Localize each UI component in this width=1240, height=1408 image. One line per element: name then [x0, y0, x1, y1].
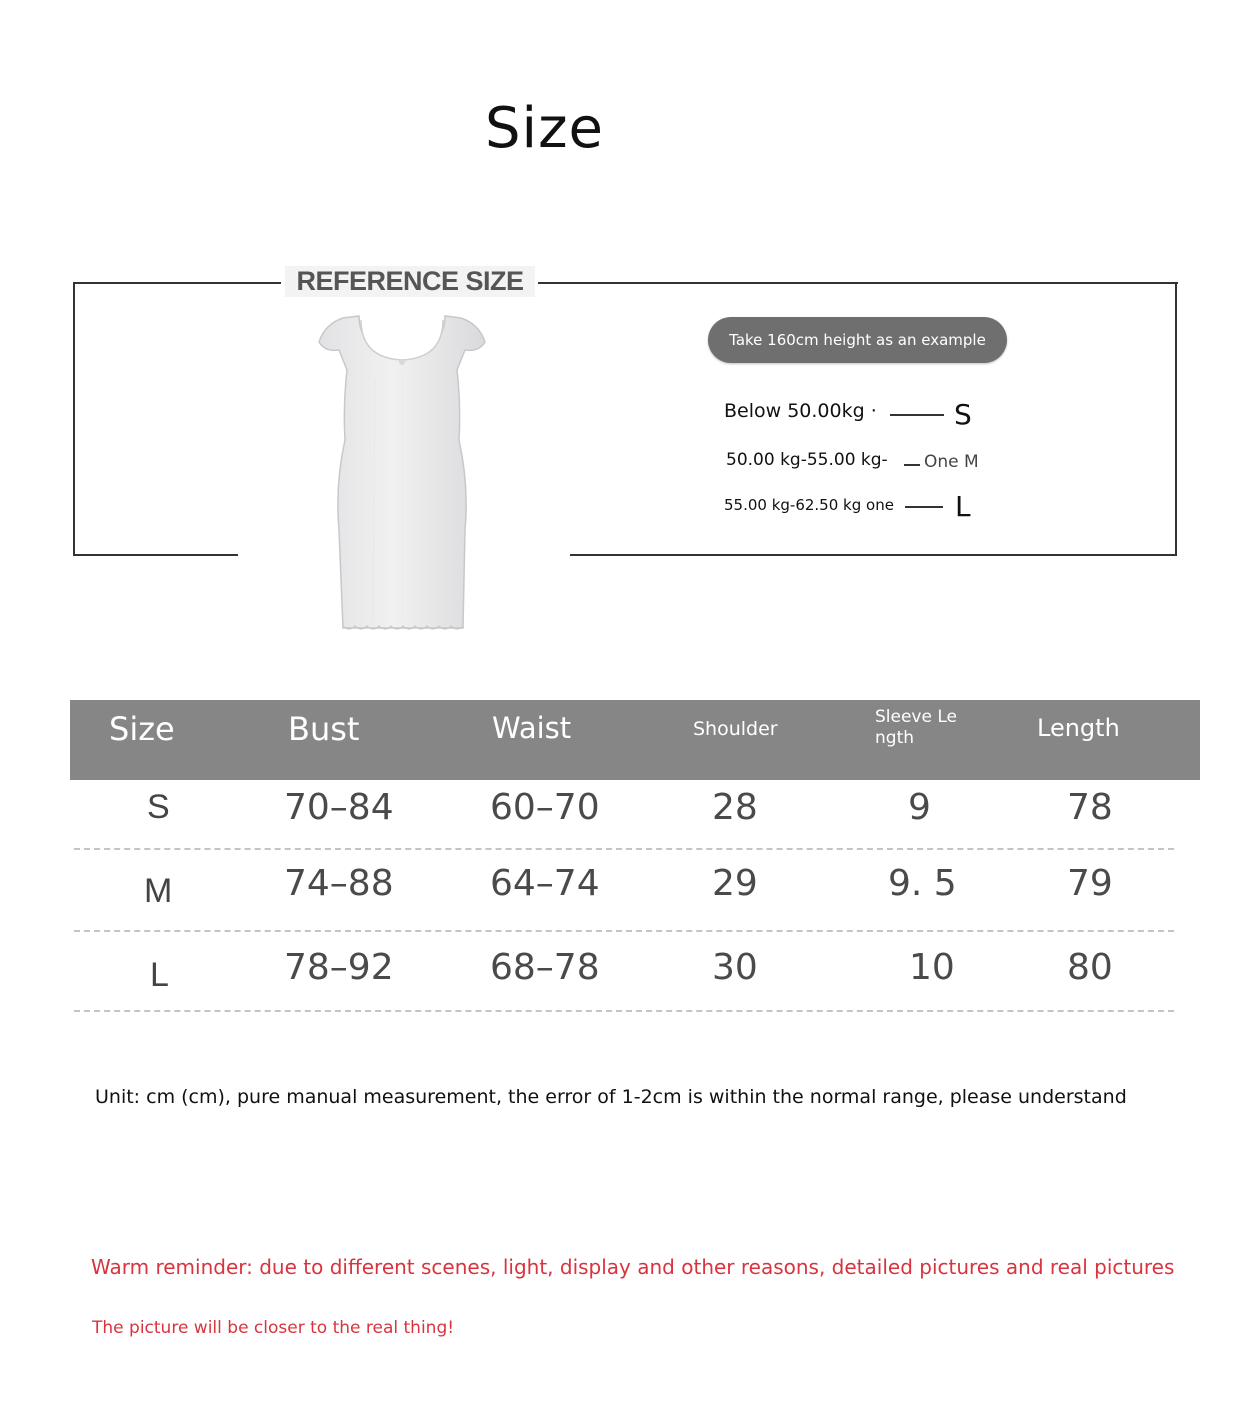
column-header-size: Size	[109, 710, 175, 748]
table-header	[70, 700, 1200, 780]
frame-border	[73, 554, 238, 556]
column-header-bust: Bust	[288, 710, 360, 748]
reference-size-heading: REFERENCE SIZE	[285, 266, 535, 297]
table-cell-waist: 60–70	[490, 787, 600, 828]
frame-border	[73, 282, 75, 556]
table-cell-sleeve-length: 9. 5	[888, 863, 957, 904]
warm-reminder-continued: The picture will be closer to the real thing!	[92, 1318, 455, 1338]
table-cell-length: 79	[1067, 863, 1113, 904]
weight-row	[724, 400, 984, 430]
column-header-shoulder: Shoulder	[693, 718, 778, 740]
frame-border	[538, 282, 1178, 284]
column-header-length: Length	[1037, 714, 1120, 742]
table-cell-size: L	[150, 956, 169, 994]
connector-line	[890, 414, 944, 416]
weight-range: 55.00 kg-62.50 kg one	[724, 496, 894, 514]
table-cell-waist: 64–74	[490, 863, 600, 904]
frame-border	[73, 282, 281, 284]
table-cell-waist: 68–78	[490, 947, 600, 988]
table-cell-bust: 74–88	[284, 863, 394, 904]
table-cell-size: S	[147, 788, 170, 826]
weight-range: 50.00 kg-55.00 kg-	[726, 450, 888, 470]
column-header-sleeve-length: Sleeve Le ngth	[875, 707, 957, 748]
dress-image	[305, 310, 495, 635]
table-cell-sleeve-length: 9	[908, 787, 931, 828]
weight-row	[724, 490, 984, 524]
row-divider	[74, 1010, 1174, 1012]
table-cell-sleeve-length: 10	[909, 947, 955, 988]
weight-range: Below 50.00kg ·	[724, 400, 877, 422]
table-cell-shoulder: 29	[712, 863, 758, 904]
weight-size: S	[954, 398, 972, 431]
row-divider	[74, 848, 1174, 850]
weight-size: L	[955, 490, 971, 523]
weight-row	[724, 450, 994, 480]
unit-note: Unit: cm (cm), pure manual measurement, the error of 1-2cm is within the normal range, please understand	[95, 1086, 1127, 1108]
table-cell-length: 78	[1067, 787, 1113, 828]
column-header-waist: Waist	[492, 711, 572, 745]
frame-border	[570, 554, 1177, 556]
example-height-badge: Take 160cm height as an example	[708, 317, 1007, 363]
page-title: Size	[485, 96, 604, 161]
row-divider	[74, 930, 1174, 932]
frame-border	[1175, 282, 1177, 556]
table-cell-length: 80	[1067, 947, 1113, 988]
connector-line	[904, 464, 920, 466]
connector-line	[905, 506, 943, 508]
weight-size: One M	[924, 452, 979, 472]
table-cell-bust: 70–84	[284, 787, 394, 828]
warm-reminder: Warm reminder: due to different scenes, light, display and other reasons, detailed pictures and real pictures	[91, 1255, 1175, 1279]
table-cell-shoulder: 28	[712, 787, 758, 828]
table-cell-shoulder: 30	[712, 947, 758, 988]
table-cell-size: M	[144, 872, 173, 910]
table-cell-bust: 78–92	[284, 947, 394, 988]
